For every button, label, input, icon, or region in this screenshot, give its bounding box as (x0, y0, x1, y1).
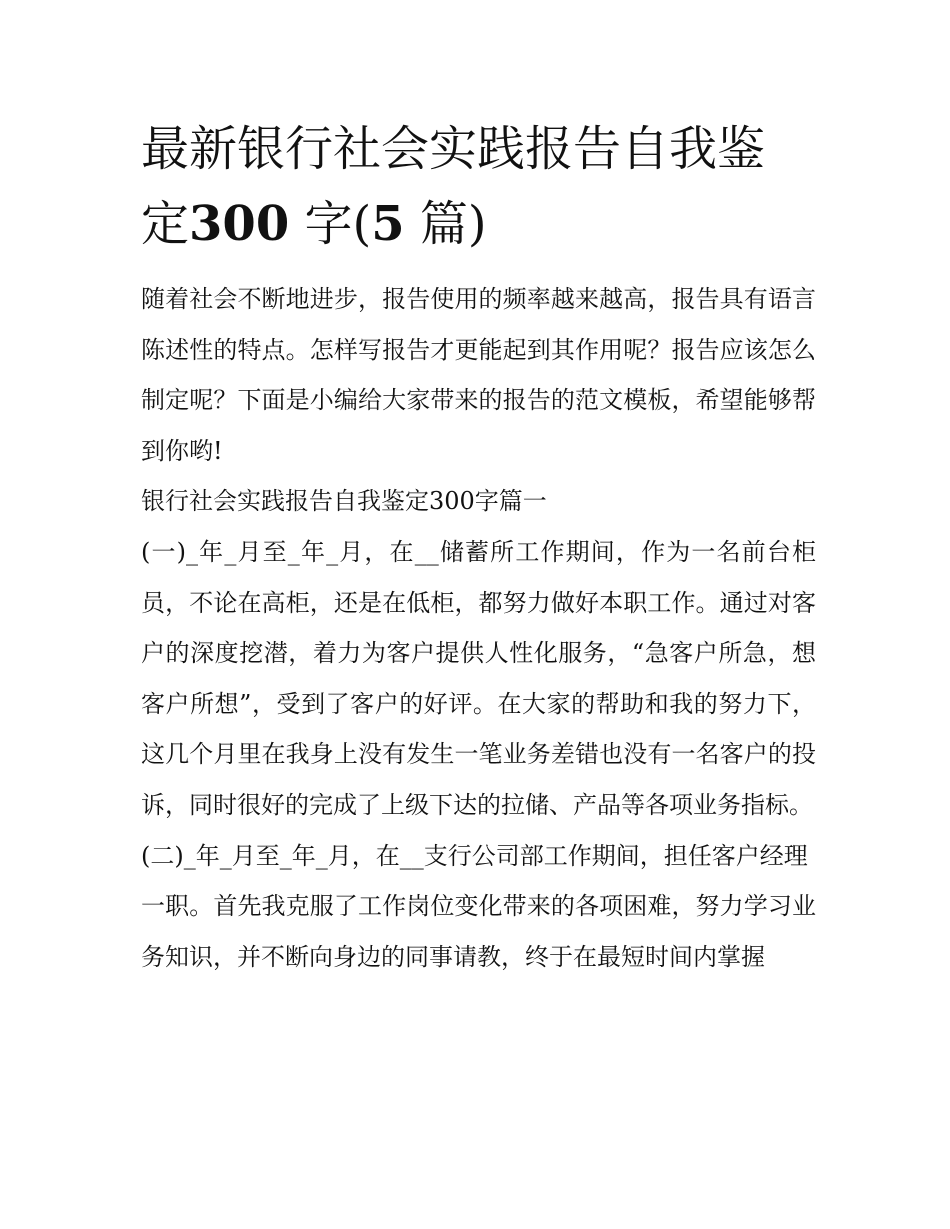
section-heading: 银行社会实践报告自我鉴定300字篇一 (141, 487, 547, 516)
paragraph-2-first-line: (二)_年_月至_年_月，在__支行公司部工作期间，担任客户经理 (141, 841, 808, 870)
intro-paragraph: 随着社会不断地进步，报告使用的频率越来越高，报告具有语言陈述性的特点。怎样写报告才更能起到其作用呢？报告应该怎么制定呢？下面是小编给大家带来的报告的范文模板，希望能够帮到你哟! (141, 285, 816, 465)
document-body (141, 112, 816, 982)
title-line-1: 最新银行社会实践报告自我鉴 (141, 121, 766, 177)
title-number-2: 5 (371, 196, 405, 252)
document-title (141, 112, 816, 262)
title-line-2-prefix: 定 (141, 196, 190, 252)
paragraph-1: (一)_年_月至_年_月，在__储蓄所工作期间，作为一名前台柜员，不论在高柜，还是在低柜，都努力做好本职工作。通过对客户的深度挖潜，着力为客户提供人性化服务，“急客户所急，想客户所想”，受到了客户的好评。在大家的帮助和我的努力下，这几个月里在我身上没有发生一笔业务差错也没有一名客户的投诉，同时很好的完成了上级下达的拉储、产品等各项业务指标。 (141, 537, 816, 819)
title-number: 300 (189, 196, 290, 252)
paragraph-2-continued: 一职。首先我克服了工作岗位变化带来的各项困难，努力学习业务知识，并不断向身边的同事请教，终于在最短时间内掌握 (141, 892, 816, 971)
title-line-2-suffix: 篇) (419, 196, 487, 252)
title-line-2-mid: 字( (304, 196, 372, 252)
